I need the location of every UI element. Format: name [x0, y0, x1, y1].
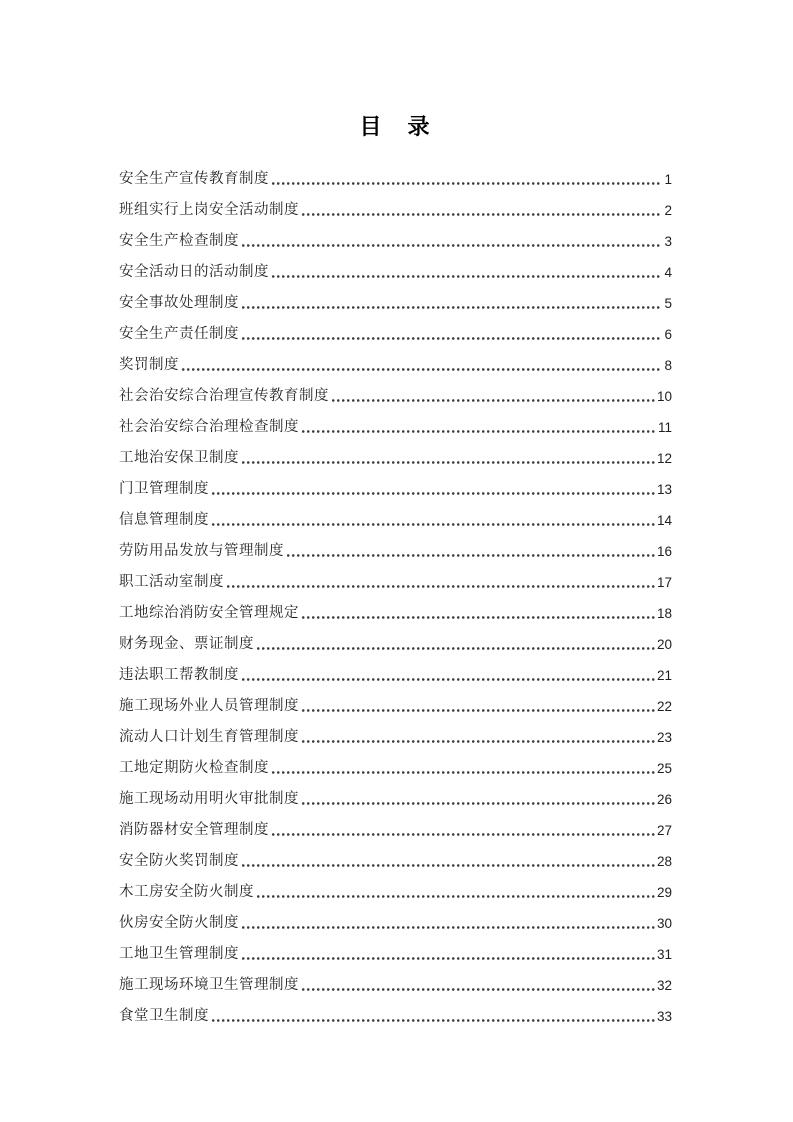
toc-entry[interactable] [119, 840, 672, 871]
toc-entry[interactable] [119, 530, 672, 561]
toc-dot-leader [272, 182, 662, 185]
toc-dot-leader [272, 275, 662, 278]
toc-dot-leader [242, 461, 655, 464]
toc-entry-page: 1 [664, 172, 672, 187]
toc-entry[interactable] [119, 809, 672, 840]
toc-entry[interactable] [119, 251, 672, 282]
toc-dot-leader [242, 678, 655, 681]
toc-dot-leader [242, 337, 662, 340]
toc-entry[interactable] [119, 499, 672, 530]
toc-entry-page: 18 [656, 606, 672, 621]
toc-dot-leader [302, 213, 662, 216]
toc-entry-title: 社会治安综合治理检查制度 [119, 419, 299, 435]
toc-dot-leader [212, 1019, 655, 1022]
toc-entry[interactable] [119, 282, 672, 313]
toc-entry-page: 11 [657, 420, 672, 435]
toc-dot-leader [302, 740, 655, 743]
toc-entry-page: 23 [656, 730, 672, 745]
toc-entry[interactable] [119, 623, 672, 654]
toc-entry[interactable] [119, 561, 672, 592]
toc-dot-leader [302, 988, 655, 991]
toc-entry-page: 29 [656, 885, 672, 900]
toc-title: 目 录 [359, 114, 432, 140]
toc-entry-title: 安全事故处理制度 [119, 295, 239, 311]
toc-entry-page: 2 [664, 203, 672, 218]
toc-entry-title: 施工现场外业人员管理制度 [119, 698, 299, 714]
toc-dot-leader [257, 647, 655, 650]
toc-entry-title: 财务现金、票证制度 [119, 636, 254, 652]
toc-dot-leader [302, 709, 655, 712]
toc-entry-title: 违法职工帮教制度 [119, 667, 239, 683]
toc-dot-leader [212, 523, 655, 526]
toc-entry[interactable] [119, 933, 672, 964]
toc-entry-page: 28 [656, 854, 672, 869]
toc-entry-title: 流动人口计划生育管理制度 [119, 729, 299, 745]
toc-entry-title: 安全生产责任制度 [119, 326, 239, 342]
toc-entry-title: 班组实行上岗安全活动制度 [119, 202, 299, 218]
toc-dot-leader [257, 895, 655, 898]
toc-entry-page: 8 [664, 358, 672, 373]
toc-entry-page: 22 [656, 699, 672, 714]
toc-dot-leader [242, 957, 655, 960]
toc-entry-page: 30 [656, 916, 672, 931]
toc-entry-page: 13 [656, 482, 672, 497]
toc-entry-page: 25 [656, 761, 672, 776]
toc-dot-leader [242, 244, 662, 247]
toc-entry-title: 劳防用品发放与管理制度 [119, 543, 284, 559]
toc-entry-page: 4 [664, 265, 672, 280]
toc-entry-page: 26 [656, 792, 672, 807]
toc-entry-title: 门卫管理制度 [119, 481, 209, 497]
toc-entry-page: 6 [664, 327, 672, 342]
toc-entry-title: 安全生产宣传教育制度 [119, 171, 269, 187]
toc-entry-page: 31 [656, 947, 672, 962]
toc-entry-title: 信息管理制度 [119, 512, 209, 528]
toc-entry-title: 社会治安综合治理宣传教育制度 [119, 388, 329, 404]
toc-entry-page: 21 [656, 668, 672, 683]
toc-entry[interactable] [119, 375, 672, 406]
toc-entry-page: 12 [656, 451, 672, 466]
toc-dot-leader [242, 306, 662, 309]
toc-entry[interactable] [119, 313, 672, 344]
toc-entry-page: 17 [656, 575, 672, 590]
toc-entry[interactable] [119, 778, 672, 809]
toc-entry-page: 33 [656, 1009, 672, 1024]
toc-entry-page: 10 [656, 389, 672, 404]
toc-dot-leader [212, 492, 655, 495]
toc-entry-page: 16 [656, 544, 672, 559]
toc-dot-leader [302, 616, 655, 619]
toc-dot-leader [227, 585, 655, 588]
toc-entry[interactable] [119, 189, 672, 220]
toc-entry[interactable] [119, 654, 672, 685]
toc-entry[interactable] [119, 406, 672, 437]
toc-entry-title: 伙房安全防火制度 [119, 915, 239, 931]
toc-entry-title: 职工活动室制度 [119, 574, 224, 590]
toc-entry[interactable] [119, 747, 672, 778]
toc-entry-title: 工地治安保卫制度 [119, 450, 239, 466]
toc-list [119, 158, 672, 1026]
toc-dot-leader [182, 368, 662, 371]
toc-entry[interactable] [119, 344, 672, 375]
toc-dot-leader [242, 926, 655, 929]
toc-entry[interactable] [119, 158, 672, 189]
toc-entry[interactable] [119, 995, 672, 1026]
toc-entry-page: 20 [656, 637, 672, 652]
toc-entry-title: 施工现场动用明火审批制度 [119, 791, 299, 807]
toc-entry-title: 消防器材安全管理制度 [119, 822, 269, 838]
toc-entry-title: 工地定期防火检查制度 [119, 760, 269, 776]
toc-entry[interactable] [119, 871, 672, 902]
toc-entry[interactable] [119, 902, 672, 933]
toc-entry[interactable] [119, 437, 672, 468]
toc-entry-title: 奖罚制度 [119, 357, 179, 373]
toc-entry[interactable] [119, 220, 672, 251]
toc-entry[interactable] [119, 592, 672, 623]
toc-entry-title: 安全生产检查制度 [119, 233, 239, 249]
toc-entry-title: 施工现场环境卫生管理制度 [119, 977, 299, 993]
toc-dot-leader [302, 802, 655, 805]
toc-entry[interactable] [119, 716, 672, 747]
toc-dot-leader [272, 833, 655, 836]
toc-entry-title: 食堂卫生制度 [119, 1008, 209, 1024]
toc-entry-page: 3 [664, 234, 672, 249]
toc-dot-leader [332, 399, 655, 402]
toc-entry-title: 木工房安全防火制度 [119, 884, 254, 900]
toc-entry[interactable] [119, 964, 672, 995]
toc-dot-leader [302, 430, 656, 433]
toc-entry-title: 安全活动日的活动制度 [119, 264, 269, 280]
toc-entry-title: 工地卫生管理制度 [119, 946, 239, 962]
toc-dot-leader [242, 864, 655, 867]
toc-entry-page: 5 [664, 296, 672, 311]
toc-entry-page: 27 [656, 823, 672, 838]
toc-entry-page: 32 [656, 978, 672, 993]
toc-dot-leader [287, 554, 655, 557]
toc-dot-leader [272, 771, 655, 774]
toc-entry-page: 14 [656, 513, 672, 528]
toc-entry-title: 安全防火奖罚制度 [119, 853, 239, 869]
toc-entry[interactable] [119, 468, 672, 499]
toc-entry[interactable] [119, 685, 672, 716]
toc-entry-title: 工地综治消防安全管理规定 [119, 605, 299, 621]
